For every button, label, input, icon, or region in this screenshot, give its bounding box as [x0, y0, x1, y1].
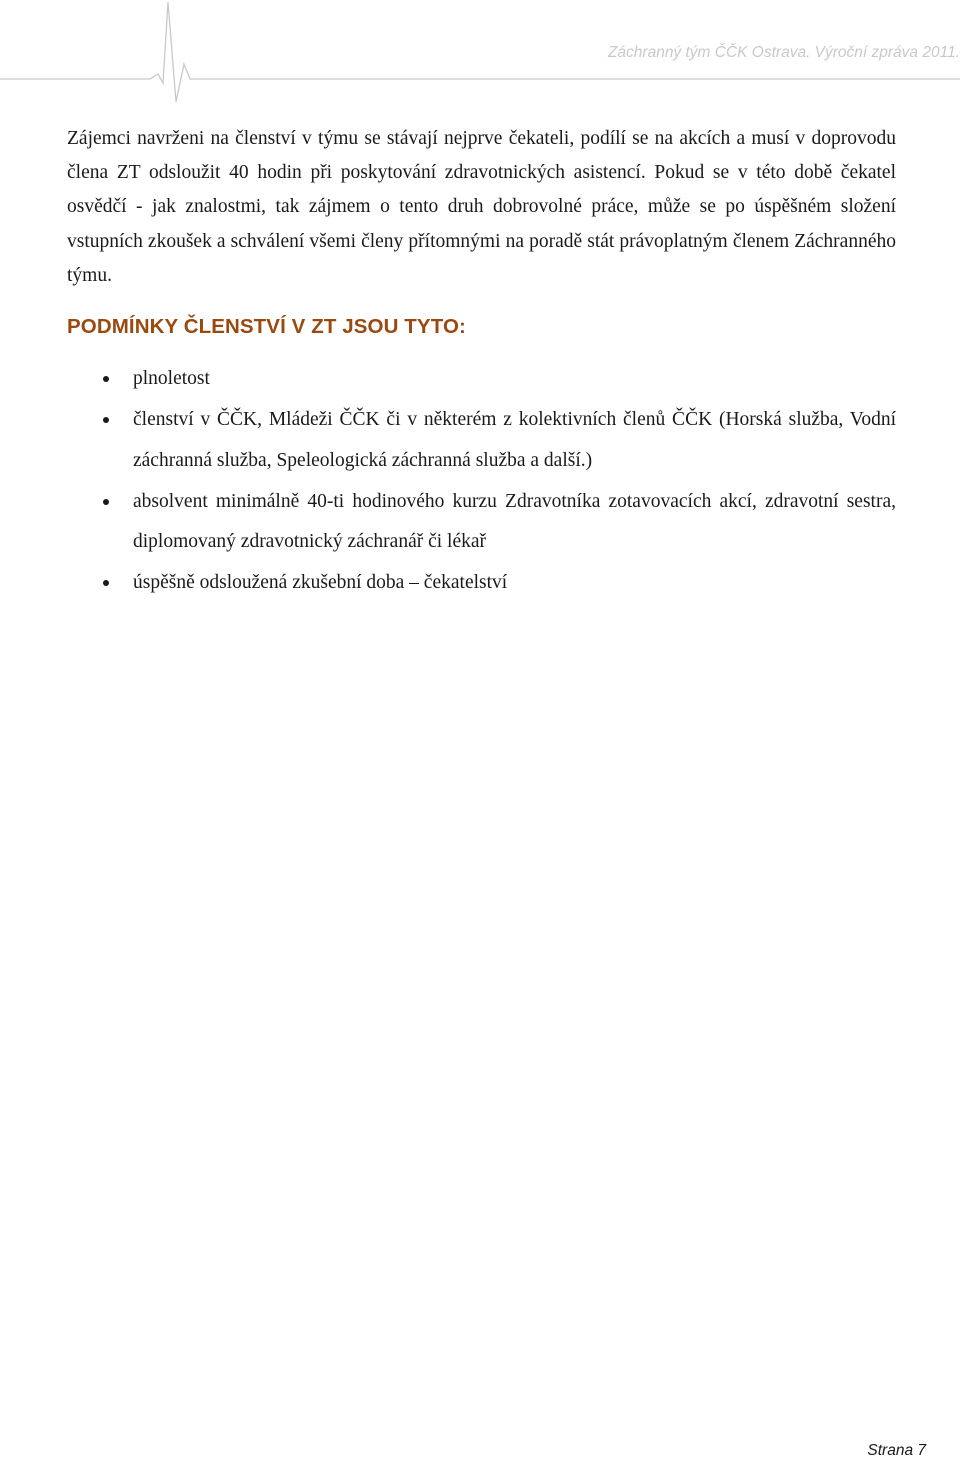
bullet-icon	[103, 376, 109, 382]
intro-paragraph: Zájemci navrženi na členství v týmu se stávají nejprve čekateli, podílí se na akcích a musí v doprovodu člena ZT odsloužit 40 hodin při poskytování zdravotnických asistencí. Pokud se v této době čekatel osvědčí - jak znalostmi, tak zájmem o tento druh dobrovolné práce, může se po úspěšném složení vstupních zkoušek a schválení všemi členy přítomnými na poradě stát právoplatným členem Záchranného týmu.	[67, 128, 896, 286]
bullet-icon	[103, 499, 109, 505]
bullet-icon	[103, 580, 109, 586]
list-item-text: absolvent minimálně 40-ti hodinového kurzu Zdravotníka zotavovacích akcí, zdravotní sestra, diplomovaný zdravotnický záchranář či lékař	[133, 490, 896, 553]
bullet-icon	[103, 417, 109, 423]
page-number: Strana 7	[867, 1442, 926, 1459]
list-item-text: úspěšně odsloužená zkušební doba – čekatelství	[133, 572, 508, 594]
page-content	[67, 122, 896, 604]
list-item	[67, 359, 896, 400]
list-item	[67, 563, 896, 604]
list-item	[67, 482, 896, 563]
list-item-text: členství v ČČK, Mládeži ČČK či v některém z kolektivních členů ČČK (Horská služba, Vodní záchranná služba, Speleologická záchranná služba a další.)	[133, 409, 896, 471]
section-heading: PODMÍNKY ČLENSTVÍ V ZT JSOU TYTO:	[67, 315, 466, 339]
conditions-list	[67, 359, 896, 604]
header-title: Záchranný tým ČČK Ostrava. Výroční zpráva 2011.	[607, 44, 960, 61]
list-item	[67, 400, 896, 481]
list-item-text: plnoletost	[133, 368, 210, 390]
